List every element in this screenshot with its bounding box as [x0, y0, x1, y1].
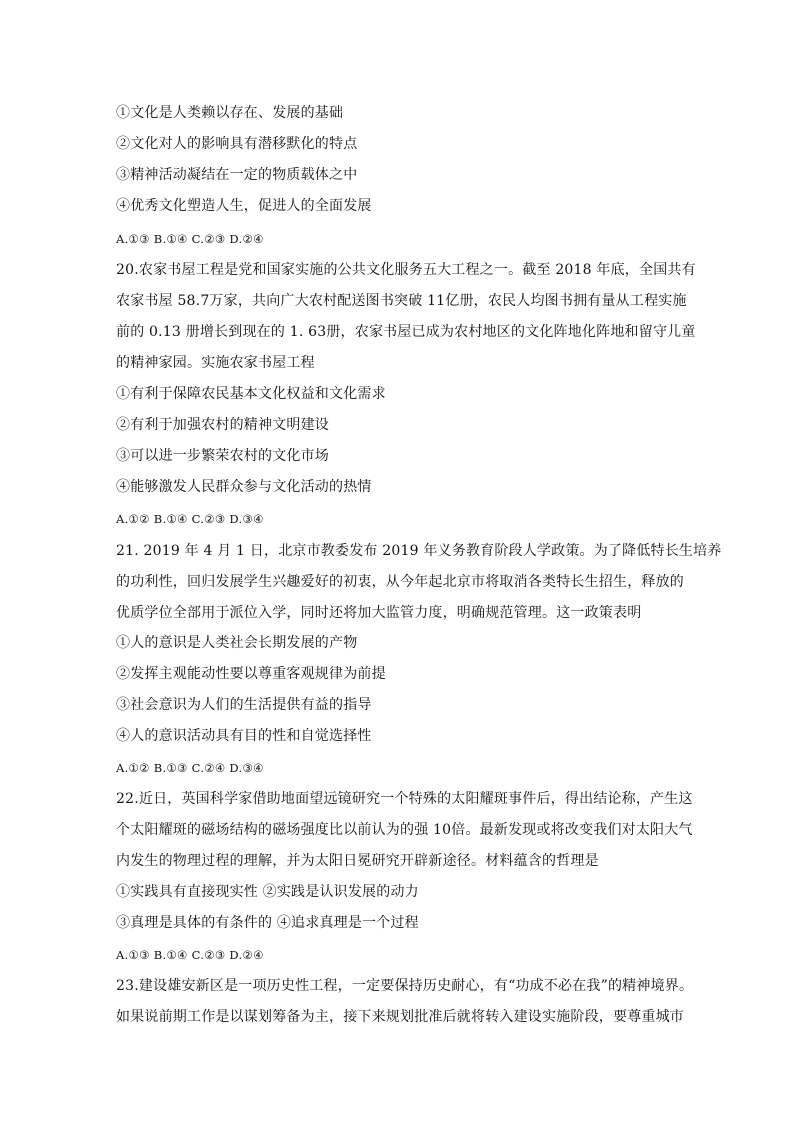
- q21-stem-line-1: 21. 2019 年 4 月 1 日，北京市教委发布 2019 年义务教育阶段人学政策。为了降低特长生培养: [116, 543, 722, 559]
- q21-stem-line-2: 的功利性，回归发展学生兴趣爱好的初衷，从今年起北京市将取消各类特长生招生，释放的: [116, 574, 684, 590]
- q22-stem-line-2: 个太阳耀斑的磁场结构的磁场强度比以前认为的强 10倍。最新发现或将改变我们对太阳大气: [116, 822, 693, 838]
- q20-options: A.①② B.①④ C.②③ D.③④: [116, 512, 264, 526]
- q23-stem-line-1: 23.建设雄安新区是一项历史性工程，一定要保持历史耐心，有“功成不必在我”的精神境界。: [116, 978, 694, 994]
- q21-stem-line-3: 优质学位全部用于派位入学，同时还将加大监管力度，明确规范管理。这一政策表明: [116, 605, 642, 621]
- q20-stem-line-2: 农家书屋 58.7万家，共向广大农村配送图书突破 11亿册，农民人均图书拥有量从工程实施: [116, 293, 687, 309]
- q21-item-4: ④人的意识活动具有目的性和自觉选择性: [116, 728, 372, 744]
- q22-options: A.①③ B.①④ C.②③ D.②④: [116, 948, 264, 962]
- q20-item-2: ②有利于加强农村的精神文明建设: [116, 417, 329, 433]
- q22-items-row-1: ①实践具有直接现实性 ②实践是认识发展的动力: [116, 884, 419, 900]
- q19-item-4: ④优秀文化塑造人生，促进人的全面发展: [116, 198, 372, 214]
- q20-item-1: ①有利于保障农民基本文化权益和文化需求: [116, 386, 386, 402]
- q20-stem-line-4: 的精神家园。实施农家书屋工程: [116, 355, 315, 371]
- q20-stem-line-3: 前的 0.13 册增长到现在的 1. 63册，农家书屋已成为农村地区的文化阵地化阵地和留守儿童: [116, 324, 696, 340]
- q19-item-3: ③精神活动凝结在一定的物质载体之中: [116, 167, 358, 183]
- q20-stem-line-1: 20.农家书屋工程是党和国家实施的公共文化服务五大工程之一。截至 2018 年底，全国共有: [116, 262, 696, 278]
- q21-options: A.①② B.①③ C.②④ D.③④: [116, 761, 264, 775]
- q21-item-1: ①人的意识是人类社会长期发展的产物: [116, 635, 358, 651]
- q19-options: A.①③ B.①④ C.②③ D.②④: [116, 232, 264, 246]
- q19-item-2: ②文化对人的影响具有潜移默化的特点: [116, 136, 358, 152]
- q22-stem-line-1: 22.近日，英国科学家借助地面望远镜研究一个特殊的太阳耀斑事件后，得出结论称，产生这: [116, 791, 693, 807]
- q22-items-row-2: ③真理是具体的有条件的 ④追求真理是一个过程: [116, 915, 419, 931]
- q21-item-2: ②发挥主观能动性要以尊重客观规律为前提: [116, 666, 386, 682]
- q22-stem-line-3: 内发生的物理过程的理解，并为太阳日冕研究开辟新途径。材料蕴含的哲理是: [116, 853, 599, 869]
- q20-item-4: ④能够激发人民群众参与文化活动的热情: [116, 479, 372, 495]
- q21-item-3: ③社会意识为人们的生活提供有益的指导: [116, 697, 372, 713]
- q23-stem-line-2: 如果说前期工作是以谋划筹备为主，接下来规划批准后就将转入建设实施阶段，要尊重城市: [116, 1009, 684, 1025]
- q19-item-1: ①文化是人类赖以存在、发展的基础: [116, 105, 344, 121]
- q20-item-3: ③可以进一步繁荣农村的文化市场: [116, 448, 329, 464]
